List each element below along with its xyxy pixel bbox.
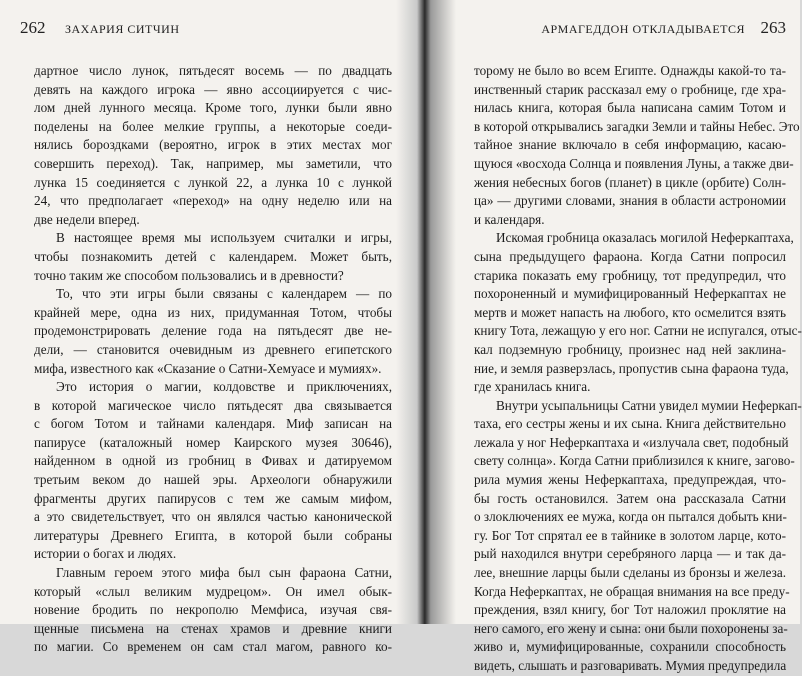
text-line: нялись бороздками (вероятно, игрок в этих местах мог <box>34 137 392 153</box>
text-line: две недели вперед. <box>34 211 140 227</box>
left-page-header <box>20 18 179 38</box>
text-line: лом дней лунного месяца. Кроме того, лунки были явно <box>34 100 392 116</box>
text-line: таха, его сестры жены и их сына. Книга действительно <box>474 416 786 432</box>
text-line: чтобы познакомить детей с календарем. Может быть, <box>34 248 392 264</box>
text-line: 24, что предполагает «переход» на одну неделю или на <box>34 193 392 209</box>
text-line: Внутри усыпальницы Сатни увидел мумии Неферкап- <box>496 397 802 413</box>
text-line: щуюся «восхода Солнца и появления Луны, а также дви- <box>474 155 794 171</box>
text-line: точно таким же способом пользовались и в древности? <box>34 267 344 283</box>
text-line: поделены на более мелкие группы, а некоторые соеди- <box>34 118 392 134</box>
text-line: папирусе (каталожный номер Каирского музея 30646), <box>34 434 392 450</box>
text-line: лунка 15 соединяется с лункой 22, а лунка 10 с лункой <box>34 174 392 190</box>
text-line: третьим веком до нашей эры. Археологи обнаружили <box>34 472 392 488</box>
text-line: гу. Бог Тот спрятал ее в тайнике в золотом ларце, кото- <box>474 527 786 543</box>
text-line: нилась книга, которая была написана самим Тотом и <box>474 100 786 116</box>
text-line: жения небесных богов (планет) в цикле (орбите) Солн- <box>474 174 786 190</box>
text-line: видеть, слышать и разговаривать. Мумия предупредила <box>474 658 787 673</box>
left-running-head: ЗАХАРИЯ СИТЧИН <box>65 22 180 36</box>
text-line: сына предыдущего фараона. Когда Сатни попросил <box>474 248 786 264</box>
text-line: с богом Тотом и тайнами календаря. Миф записан на <box>34 416 392 432</box>
text-line: кал подземную гробницу, произнес над ней заклина- <box>474 341 786 357</box>
left-page-text <box>34 62 392 657</box>
text-line: рила мумия жены Неферкаптаха, предупреждая, что- <box>474 472 786 488</box>
text-line: живо и, мумифицированные, сохранили способность <box>474 639 786 655</box>
text-line: инственный старик рассказал ему о гробнице, где хра- <box>474 81 786 97</box>
text-line: него самого, его жену и сына: они были похоронены за- <box>474 620 788 636</box>
text-line: по магии. Со временем он сам стал магом, равного ко- <box>34 639 392 655</box>
text-line: свету солнца». Когда Сатни приблизился к книге, загово- <box>474 453 795 469</box>
text-line: который «слыл великим мудрецом». Он имел обык- <box>34 583 392 599</box>
text-line: щенные письмена на стенах храмов и древние книги <box>34 620 392 636</box>
left-page-number: 262 <box>20 18 46 37</box>
text-line: дартное число лунок, пятьдесят восемь — по двадцать <box>34 63 392 78</box>
text-line: крайней мере, одна из них, придуманная Тотом, чтобы <box>34 304 392 320</box>
text-line: То, что эти игры были связаны с календарем — по <box>56 286 392 302</box>
text-line: и календаря. <box>474 211 545 227</box>
text-line: похороненный и мумифицированный Неферкаптах не <box>474 286 786 302</box>
text-line: в которой открывались загадки Земли и тайны Небес. Это <box>474 118 800 134</box>
text-line: в которой магическое число пятьдесят два связывается <box>34 397 392 413</box>
text-line: торому не было во всем Египте. Однажды какой-то та- <box>474 63 786 78</box>
text-line: мифа, известного как «Сказание о Сатни-Хемуасе и мумиях». <box>34 360 382 376</box>
text-line: старика показать ему гробницу, тот предупредил, что <box>474 267 786 283</box>
text-line: фрагменты других папирусов с тем же самым мифом, <box>34 490 392 506</box>
right-page <box>448 0 802 673</box>
text-line: ние, и земля разверзлась, пропустив сына фараона туда, <box>474 360 789 376</box>
text-line: Когда Неферкаптах, не обращая внимания на все преду- <box>474 583 790 599</box>
text-line: Это история о магии, колдовстве и приключениях, <box>56 379 392 395</box>
text-line: ца» — другими словами, знания в области астрономии <box>474 193 786 209</box>
text-line: мертв и может напасть на любого, кто осмелится взять <box>474 304 786 320</box>
right-running-head: АРМАГЕДДОН ОТКЛАДЫВАЕТСЯ <box>541 22 745 36</box>
text-line: книгу Тота, лежащую у его ног. Сатни не испугался, отыс- <box>474 323 802 339</box>
text-line: В настоящее время мы используем считалки и игры, <box>56 230 392 246</box>
text-line: а это свидетельствует, что он являлся частью канонической <box>34 509 392 525</box>
text-line: где хранилась книга. <box>474 379 591 395</box>
text-line: о злоключениях ее мужа, когда он пытался добыть кни- <box>474 509 787 525</box>
right-page-number: 263 <box>760 18 786 37</box>
book-gutter <box>396 0 456 624</box>
text-line: рый находился внутри серебряного ларца — и так да- <box>474 546 786 562</box>
text-line: бы гость остановился. Затем она рассказала Сатни <box>474 490 786 506</box>
text-line: дели, — становится очевидным из древнего египетского <box>34 341 392 357</box>
text-line: совершить переход). Так, например, мы заметили, что <box>34 155 392 171</box>
right-page-text <box>474 62 802 676</box>
text-line: новение бродить по некрополю Мемфиса, изучая свя- <box>34 602 392 618</box>
right-page-header <box>541 18 786 38</box>
text-line: Главным героем этого мифа был сын фараона Сатни, <box>56 565 392 581</box>
text-line: литературы Древнего Египта, в которой были собраны <box>34 527 392 543</box>
text-line: истории о богах и людях. <box>34 546 177 562</box>
text-line: продемонстрировать деление года на пятьдесят две не- <box>34 323 392 339</box>
text-line: Искомая гробница оказалась могилой Неферкаптаха, <box>496 230 794 246</box>
text-line: найденном в одной из гробниц в Фивах и датируемом <box>34 453 392 469</box>
text-line: лежала у ног Неферкаптаха и «излучала свет, подобный <box>474 434 789 450</box>
text-line: преждения, взял книгу, бог Тот наложил проклятие на <box>474 602 786 618</box>
text-line: лее, внешние ларцы были сделаны из бронзы и железа. <box>474 565 786 581</box>
text-line: тайное знание включало в себя информацию, касаю- <box>474 137 786 153</box>
text-line: девять на каждого игрока — явно ассоциируется с чис- <box>34 81 392 97</box>
